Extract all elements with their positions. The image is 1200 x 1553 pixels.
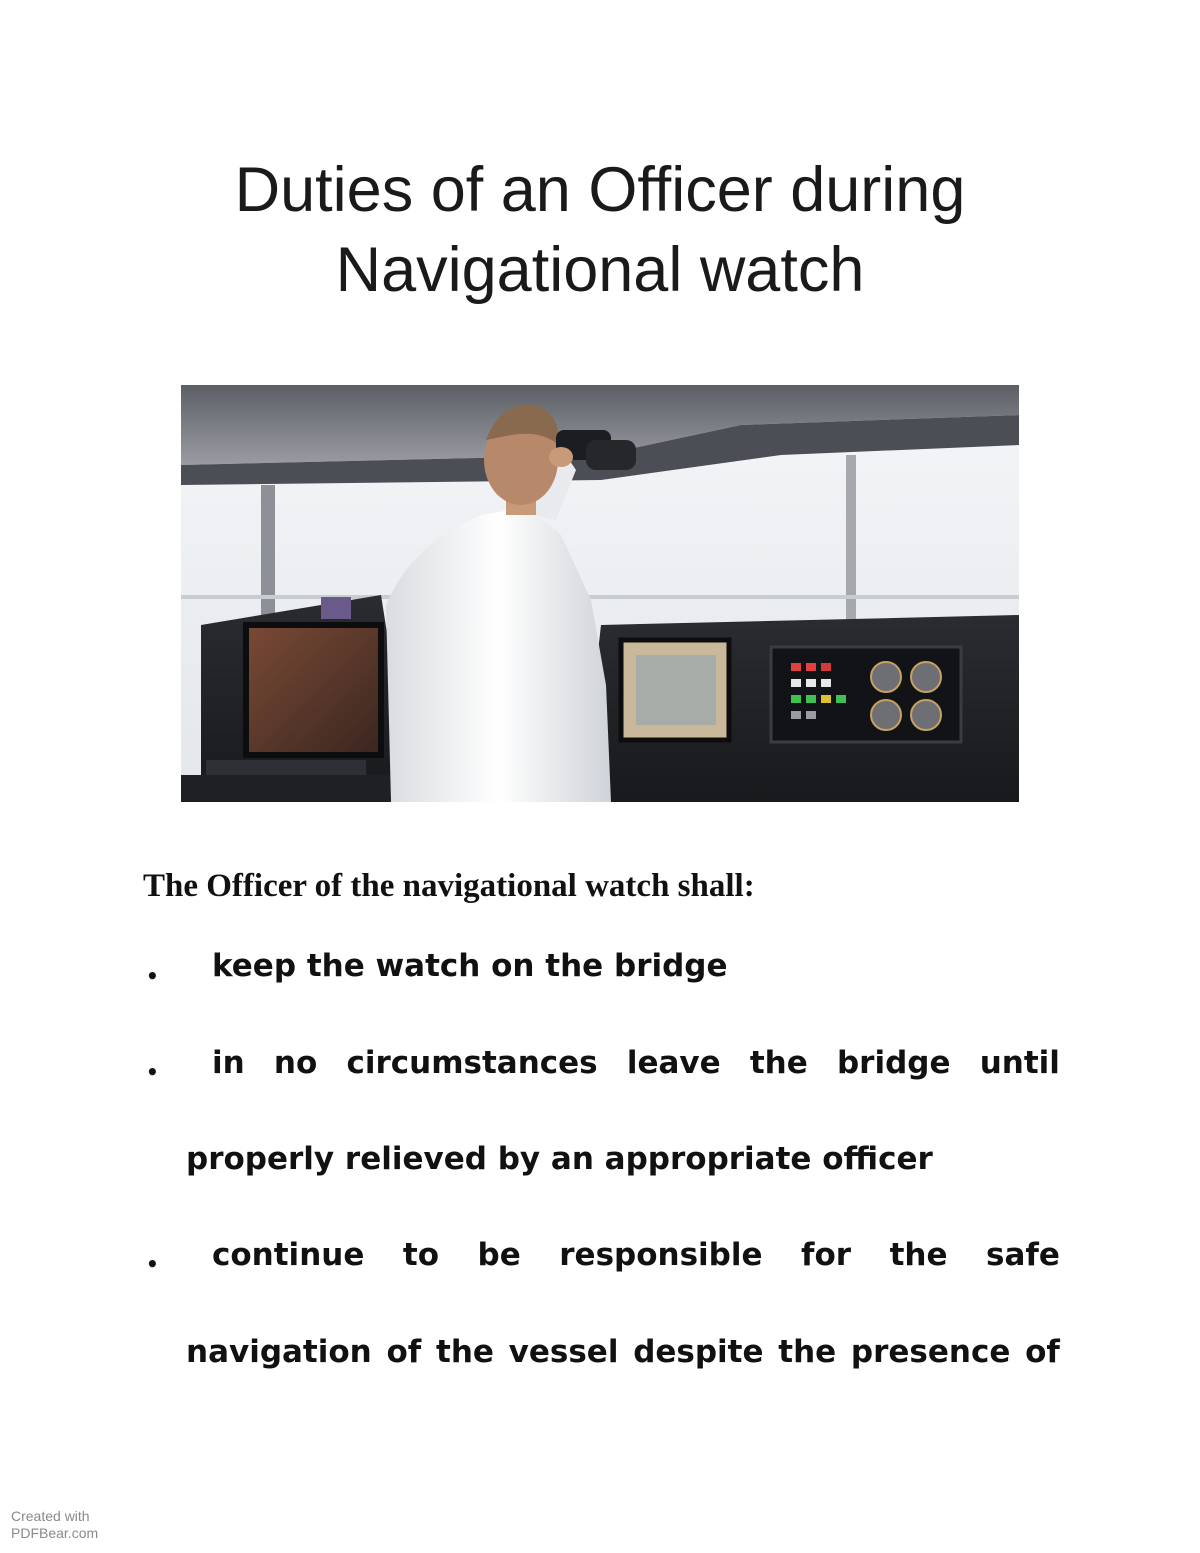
word: of	[1025, 1334, 1060, 1370]
footer-line-1: Created with	[11, 1508, 90, 1524]
word: until	[979, 1045, 1060, 1081]
list-item: keep the watch on the bridge	[212, 948, 728, 984]
bullet-marker: •	[146, 1060, 159, 1084]
word: no	[273, 1045, 318, 1081]
word: circumstances	[346, 1045, 598, 1081]
officer-binoculars-photo	[181, 385, 1019, 802]
word: despite	[633, 1334, 764, 1370]
footer-line-2: PDFBear.com	[11, 1525, 99, 1541]
word: bridge	[836, 1045, 951, 1081]
list-item-justified	[212, 1237, 1060, 1273]
intro-heading: The Officer of the navigational watch shall:	[143, 868, 755, 904]
word: be	[477, 1237, 521, 1273]
word: vessel	[508, 1334, 619, 1370]
list-item-continuation: properly relieved by an appropriate officer	[186, 1141, 933, 1177]
word: the	[749, 1045, 808, 1081]
word: the	[778, 1334, 837, 1370]
word: navigation	[186, 1334, 372, 1370]
title-line-2: Navigational watch	[335, 235, 865, 305]
word: presence	[850, 1334, 1011, 1370]
word: leave	[626, 1045, 721, 1081]
word: for	[801, 1237, 852, 1273]
list-item-justified	[212, 1045, 1060, 1081]
word: safe	[986, 1237, 1060, 1273]
bullet-marker: •	[146, 1252, 159, 1276]
word: of	[386, 1334, 422, 1370]
word: responsible	[559, 1237, 763, 1273]
word: the	[889, 1237, 948, 1273]
bullet-marker: •	[146, 964, 159, 988]
list-item-continuation-justified	[186, 1334, 1060, 1370]
title-line-1: Duties of an Officer during	[234, 155, 966, 225]
word: to	[402, 1237, 439, 1273]
page-title	[0, 150, 1200, 310]
footer-credit	[11, 1508, 98, 1542]
word: in	[212, 1045, 245, 1081]
word: continue	[212, 1237, 365, 1273]
word: the	[436, 1334, 494, 1370]
